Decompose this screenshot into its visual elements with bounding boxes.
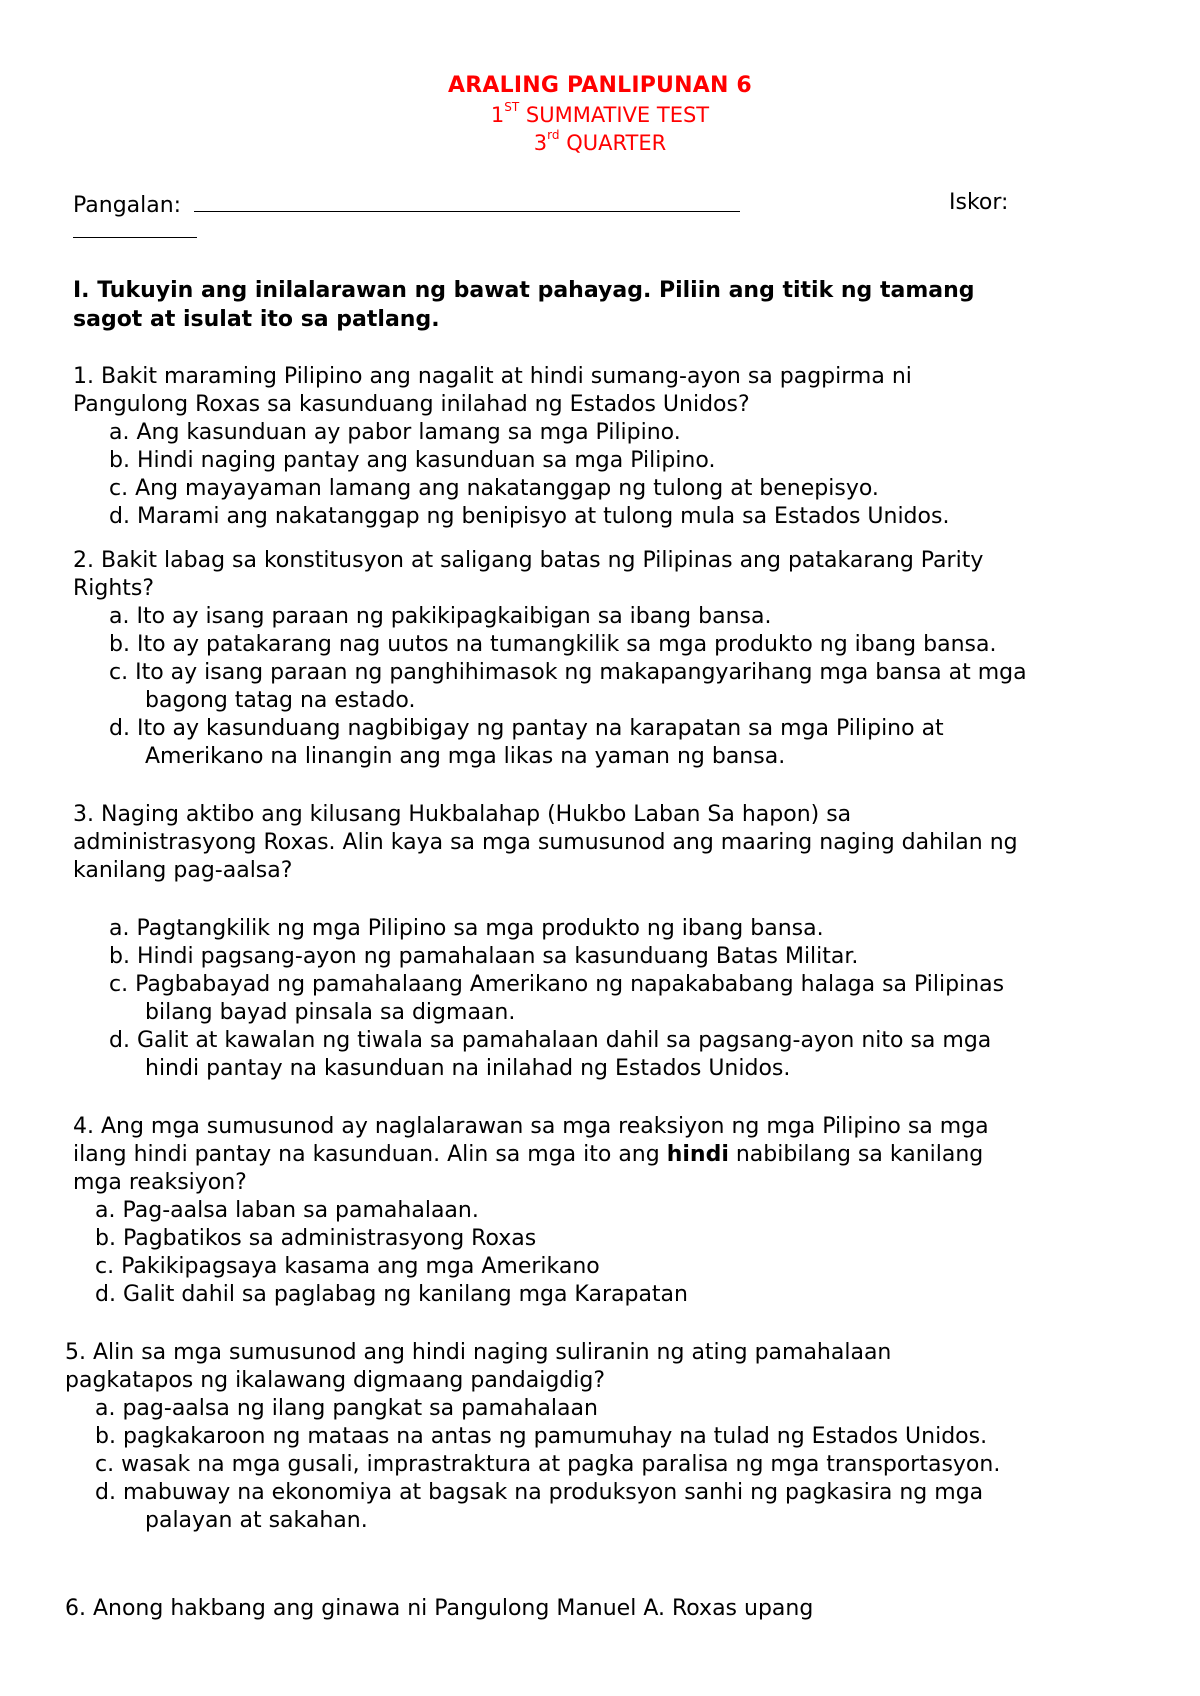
- instruction-line-1: I. Tukuyin ang inilalarawan ng bawat pahayag. Piliin ang titik ng tamang: [73, 278, 975, 303]
- q4-stem-line-3: mga reaksiyon?: [73, 1170, 247, 1195]
- score-field: [73, 215, 197, 246]
- q3-option-d-cont: hindi pantay na kasunduan na inilahad ng Estados Unidos.: [145, 1056, 791, 1081]
- q2-stem-line-2: Rights?: [73, 576, 155, 601]
- q3-option-c-cont: bilang bayad pinsala sa digmaan.: [145, 1000, 516, 1025]
- quarter-subtitle: [0, 129, 1200, 157]
- test-superscript: ST: [504, 100, 520, 114]
- q2-option-a: a. Ito ay isang paraan ng pakikipagkaibigan sa ibang bansa.: [109, 604, 772, 629]
- quarter-label: QUARTER: [566, 131, 667, 155]
- q5-option-d: d. mabuway na ekonomiya at bagsak na produksyon sanhi ng pagkasira ng mga: [95, 1480, 984, 1505]
- q1-option-d: d. Marami ang nakatanggap ng benipisyo at tulong mula sa Estados Unidos.: [109, 504, 950, 529]
- page-title: ARALING PANLIPUNAN 6: [448, 73, 752, 98]
- q4-stem-post: nabibilang sa kanilang: [728, 1142, 984, 1167]
- q2-option-b: b. Ito ay patakarang nag uutos na tumangkilik sa mga produkto ng ibang bansa.: [109, 632, 997, 657]
- q6-stem-line-1: 6. Anong hakbang ang ginawa ni Pangulong Manuel A. Roxas upang: [65, 1596, 814, 1621]
- q5-option-c: c. wasak na mga gusali, imprastraktura at pagka paralisa ng mga transportasyon.: [95, 1452, 1001, 1477]
- test-label: SUMMATIVE TEST: [525, 103, 710, 127]
- test-subtitle: [0, 101, 1200, 129]
- q3-option-a: a. Pagtangkilik ng mga Pilipino sa mga produkto ng ibang bansa.: [109, 916, 824, 941]
- q4-option-c: c. Pakikipagsaya kasama ang mga Amerikano: [95, 1254, 600, 1279]
- q3-stem-line-2: administrasyong Roxas. Alin kaya sa mga sumusunod ang maaring naging dahilan ng: [73, 830, 1018, 855]
- name-blank[interactable]: [194, 189, 740, 212]
- q5-stem-line-2: pagkatapos ng ikalawang digmaang pandaigdig?: [65, 1368, 606, 1393]
- quarter-number: 3: [533, 131, 548, 155]
- q2-option-d: d. Ito ay kasunduang nagbibigay ng pantay na karapatan sa mga Pilipino at: [109, 716, 944, 741]
- q1-option-b: b. Hindi naging pantay ang kasunduan sa mga Pilipino.: [109, 448, 716, 473]
- q3-stem-line-1: 3. Naging aktibo ang kilusang Hukbalahap (Hukbo Laban Sa hapon) sa: [73, 802, 852, 827]
- q5-stem-line-1: 5. Alin sa mga sumusunod ang hindi naging suliranin ng ating pamahalaan: [65, 1340, 892, 1365]
- q4-stem-pre: ilang hindi pantay na kasunduan. Alin sa mga ito ang: [73, 1142, 667, 1167]
- q4-option-b: b. Pagbatikos sa administrasyong Roxas: [95, 1226, 537, 1251]
- q4-emphasis-hindi: hindi: [666, 1142, 729, 1167]
- q2-option-c-cont: bagong tatag na estado.: [145, 688, 416, 713]
- q5-option-d-cont: palayan at sakahan.: [145, 1508, 368, 1533]
- test-number: 1: [490, 103, 505, 127]
- quarter-superscript: rd: [547, 128, 560, 142]
- q5-option-a: a. pag-aalsa ng ilang pangkat sa pamahalaan: [95, 1396, 598, 1421]
- q4-stem-line-2: [73, 1141, 983, 1169]
- q3-stem-line-3: kanilang pag-aalsa?: [73, 858, 293, 883]
- score-blank[interactable]: [73, 215, 197, 238]
- q3-option-c: c. Pagbabayad ng pamahalaang Amerikano ng napakababang halaga sa Pilipinas: [109, 972, 1005, 997]
- q4-option-a: a. Pag-aalsa laban sa pamahalaan.: [95, 1198, 479, 1223]
- q1-stem-line-1: 1. Bakit maraming Pilipino ang nagalit at hindi sumang-ayon sa pagpirma ni: [73, 364, 912, 389]
- q2-option-c: c. Ito ay isang paraan ng panghihimasok ng makapangyarihang mga bansa at mga: [109, 660, 1027, 685]
- name-label: Pangalan:: [73, 193, 182, 218]
- score-label: Iskor:: [949, 190, 1009, 215]
- q4-stem-line-1: 4. Ang mga sumusunod ay naglalarawan sa mga reaksiyon ng mga Pilipino sa mga: [73, 1114, 989, 1139]
- q1-option-a: a. Ang kasunduan ay pabor lamang sa mga Pilipino.: [109, 420, 681, 445]
- q5-option-b: b. pagkakaroon ng mataas na antas ng pamumuhay na tulad ng Estados Unidos.: [95, 1424, 988, 1449]
- q1-stem-line-2: Pangulong Roxas sa kasunduang inilahad ng Estados Unidos?: [73, 392, 750, 417]
- q4-option-d: d. Galit dahil sa paglabag ng kanilang mga Karapatan: [95, 1282, 688, 1307]
- instruction-line-2: sagot at isulat ito sa patlang.: [73, 307, 440, 332]
- q1-option-c: c. Ang mayayaman lamang ang nakatanggap ng tulong at benepisyo.: [109, 476, 879, 501]
- q3-option-b: b. Hindi pagsang-ayon ng pamahalaan sa kasunduang Batas Militar.: [109, 944, 859, 969]
- q2-stem-line-1: 2. Bakit labag sa konstitusyon at saligang batas ng Pilipinas ang patakarang Parity: [73, 548, 984, 573]
- q3-option-d: d. Galit at kawalan ng tiwala sa pamahalaan dahil sa pagsang-ayon nito sa mga: [109, 1028, 992, 1053]
- q2-option-d-cont: Amerikano na linangin ang mga likas na yaman ng bansa.: [145, 744, 786, 769]
